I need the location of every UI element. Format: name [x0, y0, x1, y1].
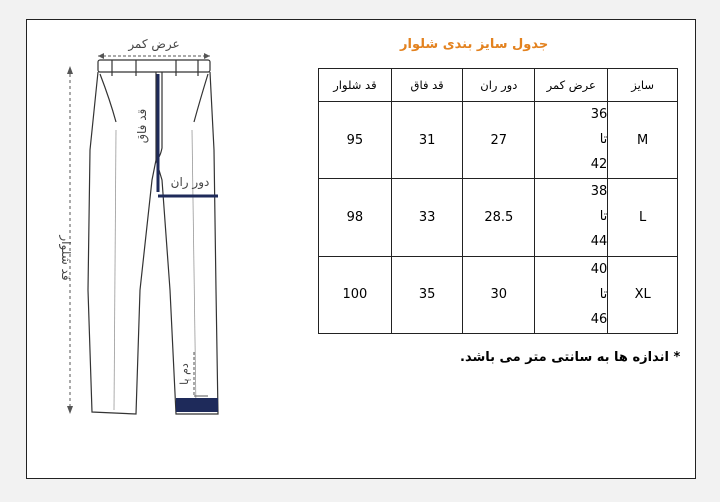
size-cell: XL [608, 256, 678, 333]
size-cell: L [608, 179, 678, 256]
pants-diagram [40, 30, 250, 430]
length-cell: 100 [319, 256, 392, 333]
waist-to: 46 [590, 311, 608, 327]
length-cell: 95 [319, 102, 392, 179]
size-table [318, 68, 678, 334]
length-cell: 98 [319, 179, 392, 256]
waist-to-word: تا [599, 132, 608, 148]
pants-outline [88, 60, 218, 414]
table-row [319, 256, 678, 333]
header-thigh: دور ران [463, 69, 535, 102]
thigh-cell: 28.5 [463, 179, 535, 256]
waist-to-word: تا [599, 286, 608, 302]
header-size: سایز [608, 69, 678, 102]
header-waist: عرض کمر [535, 69, 608, 102]
waist-from: 40 [590, 261, 608, 277]
hem-highlight [176, 398, 218, 412]
rise-cell: 35 [391, 256, 463, 333]
table-header-row [319, 69, 678, 102]
waist-from: 36 [590, 107, 608, 123]
waist-label: عرض کمر [128, 37, 180, 51]
thigh-cell: 27 [463, 102, 535, 179]
rise-label: قد فاق [135, 108, 149, 144]
length-label: قد شلوار [59, 235, 73, 281]
hem-label: دم پا [178, 363, 191, 385]
chart-title: جدول سایز بندی شلوار [400, 37, 549, 52]
waist-to-word: تا [599, 209, 608, 225]
header-length: قد شلوار [319, 69, 392, 102]
table-row [319, 102, 678, 179]
waist-width-arrow [98, 53, 210, 59]
waist-to: 42 [590, 157, 608, 173]
header-rise: قد فاق [391, 69, 463, 102]
waist-to: 44 [590, 234, 608, 250]
waist-from: 38 [590, 184, 608, 200]
size-cell: M [608, 102, 678, 179]
rise-cell: 31 [391, 102, 463, 179]
waist-cell [535, 179, 608, 256]
waist-cell [535, 102, 608, 179]
waist-cell [535, 256, 608, 333]
table-row [319, 179, 678, 256]
thigh-label: دور ران [170, 175, 210, 189]
units-note: * اندازه ها به سانتی متر می باشد. [460, 350, 681, 365]
rise-cell: 33 [391, 179, 463, 256]
thigh-cell: 30 [463, 256, 535, 333]
